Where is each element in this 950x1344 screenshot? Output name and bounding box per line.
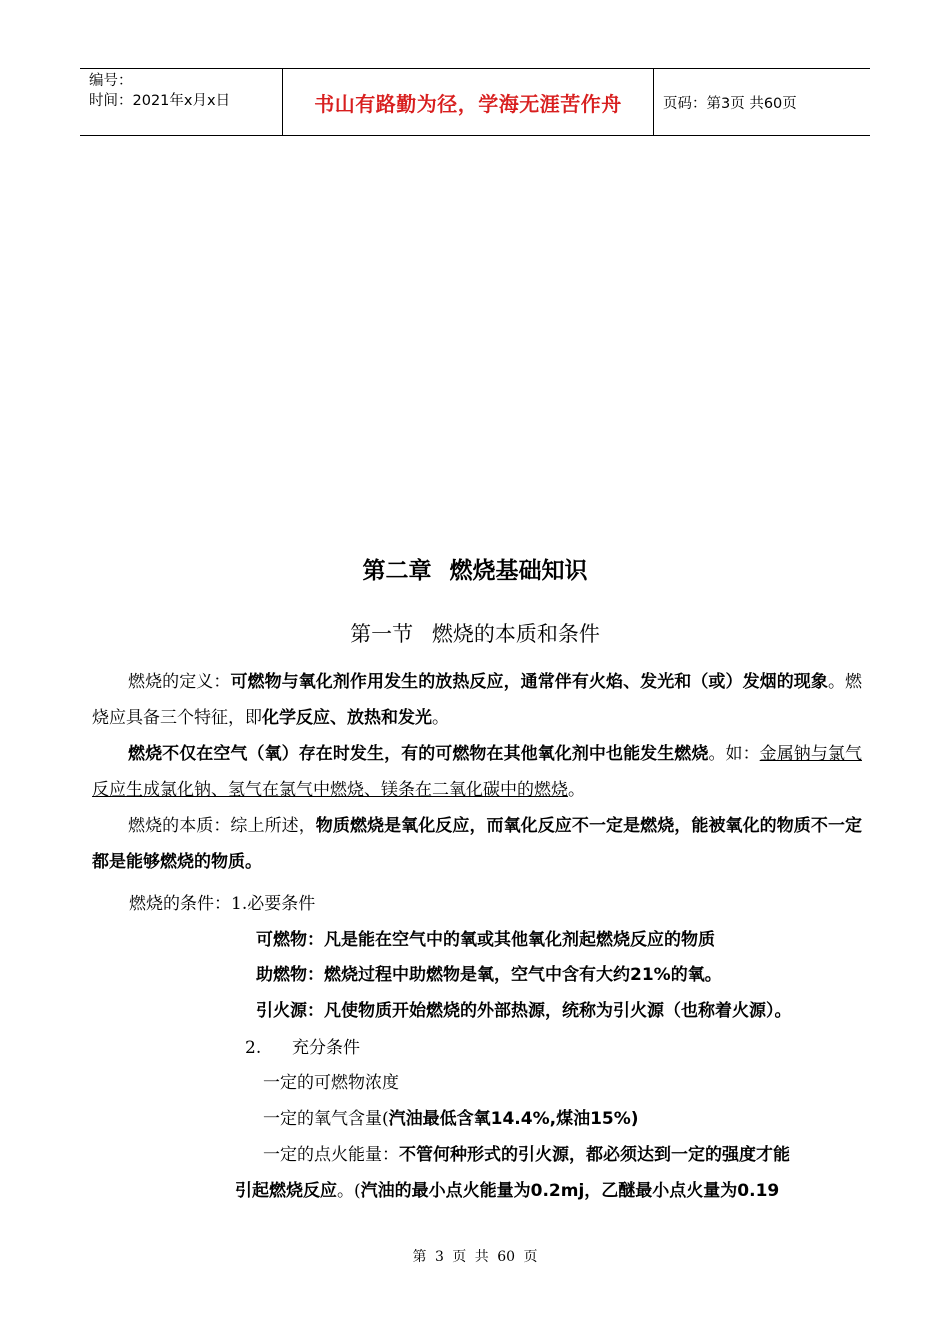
sufficient-label: 充分条件 xyxy=(292,1038,360,1058)
motto-text: 书山有路勤为径，学海无涯苦作舟 xyxy=(314,91,622,116)
paragraph-definition xyxy=(92,664,862,736)
condition-oxidizer: 助燃物：燃烧过程中助燃物是氧，空气中含有大约21%的氧。 xyxy=(256,965,722,985)
header-page-info: 页码：第3页 共60页 xyxy=(663,95,797,112)
sufficient-concentration: 一定的可燃物浓度 xyxy=(263,1073,399,1093)
def-label: 燃烧的定义： xyxy=(128,672,231,692)
conditions-label: 燃烧的条件：1.必要条件 xyxy=(129,894,316,914)
p2-mid-text: 。如： xyxy=(708,744,760,764)
header-motto-cell xyxy=(282,69,654,135)
energy-cont-b: 。( xyxy=(337,1181,361,1201)
def-end: 。 xyxy=(432,708,449,728)
chapter-title: 第二章 燃烧基础知识 xyxy=(362,558,588,584)
sufficient-energy-cont xyxy=(235,1180,779,1202)
sufficient-number: 2. xyxy=(245,1038,262,1058)
condition-ignition: 引火源：凡使物质开始燃烧的外部热源，统称为引火源（也称着火源）。 xyxy=(256,1001,792,1021)
sufficient-energy xyxy=(263,1144,790,1166)
oxygen-values: 汽油最低含氧14.4%,煤油15%) xyxy=(388,1109,639,1129)
condition-combustible: 可燃物：凡是能在空气中的氧或其他氧化剂起燃烧反应的物质 xyxy=(256,930,715,950)
page-footer: 第 3 页 共 60 页 xyxy=(412,1249,538,1265)
header-meta xyxy=(80,69,282,135)
paragraph-essence xyxy=(92,808,862,880)
p2-end: 。 xyxy=(568,780,585,800)
oxygen-label: 一定的氧气含量( xyxy=(263,1109,389,1129)
number-label: 编号： xyxy=(89,73,133,89)
p2-examples: 金属钠与氯气反应生成氯化钠、氢气在氯气中燃烧、镁条在二氧化碳中的燃烧 xyxy=(92,744,863,800)
time-label: 时间：2021年x月x日 xyxy=(89,93,231,109)
sufficient-oxygen xyxy=(263,1108,639,1130)
def-bold-text: 可燃物与氧化剂作用发生的放热反应，通常伴有火焰、发光和（或）发烟的现象 xyxy=(230,672,828,692)
document-header xyxy=(80,68,870,136)
p2-bold-text: 燃烧不仅在空气（氧）存在时发生，有的可燃物在其他氧化剂中也能发生燃烧 xyxy=(128,744,709,764)
energy-text: 不管何种形式的引火源，都必须达到一定的强度才能 xyxy=(399,1145,790,1165)
p3-bold-text: 物质燃烧是氧化反应，而氧化反应不一定是燃烧，能被氧化的物质不一定都是能够燃烧的物质。 xyxy=(92,816,863,872)
def-mid-text: 。燃烧应具备三个特征，即 xyxy=(92,672,863,728)
energy-cont-a: 引起燃烧反应 xyxy=(235,1181,337,1201)
energy-label: 一定的点火能量： xyxy=(263,1145,399,1165)
def-features: 化学反应、放热和发光 xyxy=(262,708,432,728)
section-title: 第一节 燃烧的本质和条件 xyxy=(350,622,600,646)
body-content xyxy=(92,664,862,880)
paragraph-oxidizer xyxy=(92,736,862,808)
p3-label: 燃烧的本质：综上所述， xyxy=(128,816,316,836)
energy-cont-c: 汽油的最小点火能量为0.2mj，乙醚最小点火量为0.19 xyxy=(360,1181,780,1201)
